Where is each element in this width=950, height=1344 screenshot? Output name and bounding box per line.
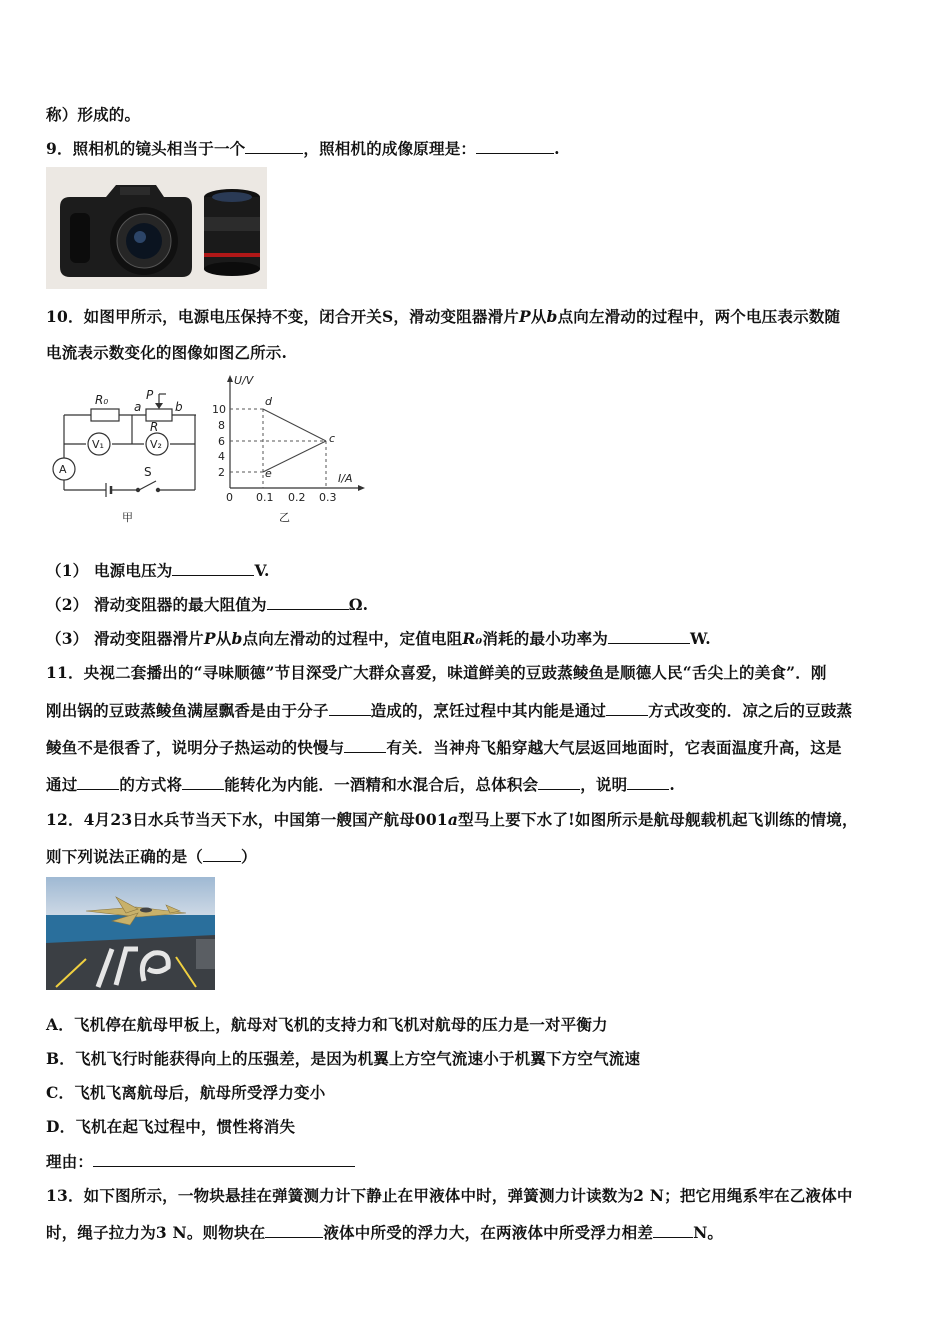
answer-blank[interactable] xyxy=(265,1223,323,1238)
q10-3-text: 消耗的最小功率为 xyxy=(482,629,608,648)
x-tick: 0 xyxy=(226,491,233,504)
question-10-line2 xyxy=(46,341,287,363)
q9-text: ，照相机的成像原理是： xyxy=(303,139,477,158)
answer-blank[interactable] xyxy=(267,595,349,610)
var-b: b xyxy=(231,629,243,648)
answer-blank[interactable] xyxy=(627,775,669,790)
answer-blank[interactable] xyxy=(538,775,580,790)
option-A-text: A．飞机停在航母甲板上，航母对飞机的支持力和飞机对航母的压力是一对平衡力 xyxy=(46,1015,608,1034)
q11-text: 刚出锅的豆豉蒸鲮鱼满屋飘香是由于分子 xyxy=(46,701,329,720)
carrier-jet-image xyxy=(46,877,215,990)
question-10-3 xyxy=(46,627,711,649)
q11-text: 通过 xyxy=(46,775,78,794)
q12-text: 则下列说法正确的是（ xyxy=(46,847,204,866)
q13-text: 13．如下图所示，一物块悬挂在弹簧测力计下静止在甲液体中时，弹簧测力计读数为2 N；把它用绳系牢在乙液体中 xyxy=(46,1186,853,1205)
q11-text: ，说明 xyxy=(580,775,628,794)
point-c-label: c xyxy=(329,432,336,445)
q10-3-text: 点向左滑动的过程中，定值电阻 xyxy=(242,629,463,648)
label-b: b xyxy=(175,400,183,414)
answer-blank[interactable] xyxy=(476,139,554,154)
q11-text: . xyxy=(669,775,675,794)
question-11-line2 xyxy=(46,699,852,721)
q11-text: 方式改变的．凉之后的豆豉蒸 xyxy=(648,701,853,720)
label-V1: V₁ xyxy=(92,438,104,451)
q9-text: . xyxy=(554,139,560,158)
q10-text: 从 xyxy=(530,307,547,326)
option-C[interactable] xyxy=(46,1081,325,1103)
y-tick: 10 xyxy=(212,403,226,416)
resistor-R0 xyxy=(91,409,119,421)
q11-text: 鲮鱼不是很香了，说明分子热运动的快慢与 xyxy=(46,738,345,757)
q11-text: 有关．当神舟飞船穿越大气层返回地面时，它表面温度升高，这是 xyxy=(386,738,842,757)
question-10-1 xyxy=(46,559,270,581)
uv-graph xyxy=(206,374,366,526)
var-P: P xyxy=(203,629,216,648)
q10-text: 点向左滑动的过程中，两个电压表示数随 xyxy=(557,307,841,326)
q13-text: 液体中所受的浮力大，在两液体中所受浮力相差 xyxy=(323,1223,654,1242)
reason-line xyxy=(46,1150,355,1172)
question-11 xyxy=(46,661,827,683)
answer-blank[interactable] xyxy=(182,775,224,790)
question-13 xyxy=(46,1184,853,1206)
q10-3-text: （3） 滑动变阻器滑片 xyxy=(46,629,204,648)
q11-text: 11．央视二套播出的“寻味顺德”节目深受广大群众喜爱，味道鲜美的豆豉蒸鲮鱼是顺德人民“舌尖上的美食”．刚 xyxy=(46,663,827,682)
q12-text: 12．4月23日水兵节当天下水，中国第一艘国产航母001 xyxy=(46,810,448,829)
label-P: P xyxy=(146,388,154,402)
label-a: a xyxy=(134,400,142,414)
question-12-line2 xyxy=(46,845,257,867)
answer-blank[interactable] xyxy=(172,561,254,576)
answer-blank[interactable] xyxy=(653,1223,693,1238)
answer-blank[interactable] xyxy=(329,701,371,716)
label-V2: V₂ xyxy=(150,438,162,451)
x-axis-label: I/A xyxy=(338,472,353,485)
y-tick: 2 xyxy=(218,466,225,479)
question-13-line2 xyxy=(46,1221,723,1243)
var-a: a xyxy=(447,810,459,829)
option-B[interactable] xyxy=(46,1047,640,1069)
option-D[interactable] xyxy=(46,1115,295,1137)
reason-blank[interactable] xyxy=(93,1152,355,1167)
q10-text: 10．如图甲所示，电源电压保持不变，闭合开关S，滑动变阻器滑片 xyxy=(46,307,519,326)
q9-text: 9．照相机的镜头相当于一个 xyxy=(46,139,246,158)
q12-text: ） xyxy=(241,847,257,866)
label-A: A xyxy=(59,463,67,476)
label-R: R xyxy=(150,420,159,434)
option-B-text: B．飞机飞行时能获得向上的压强差，是因为机翼上方空气流速小于机翼下方空气流速 xyxy=(46,1049,641,1068)
answer-blank[interactable] xyxy=(245,139,303,154)
y-tick: 6 xyxy=(218,435,225,448)
question-9 xyxy=(46,137,560,159)
option-D-text: D．飞机在起飞过程中，惯性将消失 xyxy=(46,1117,296,1136)
var-P: P xyxy=(518,307,531,326)
q13-text: N。 xyxy=(693,1223,724,1242)
answer-blank[interactable] xyxy=(608,629,690,644)
q13-text: 时，绳子拉力为3 N。则物块在 xyxy=(46,1223,266,1242)
caption-jia: 甲 xyxy=(122,511,133,524)
q10-2-text: Ω. xyxy=(348,595,369,614)
text-line xyxy=(46,103,140,125)
q11-text: 的方式将 xyxy=(119,775,183,794)
y-axis-label: U/V xyxy=(234,374,254,387)
label-R0: R₀ xyxy=(95,393,109,407)
y-tick: 8 xyxy=(218,419,225,432)
x-tick: 0.1 xyxy=(256,491,274,504)
question-10-2 xyxy=(46,593,368,615)
question-11-line4 xyxy=(46,773,675,795)
text: 称）形成的。 xyxy=(46,105,141,124)
question-12 xyxy=(46,808,858,830)
q10-1-text: V. xyxy=(254,561,270,580)
answer-blank[interactable] xyxy=(344,738,386,753)
q10-1-text: （1） 电源电压为 xyxy=(46,561,173,580)
point-d-label: d xyxy=(265,395,272,408)
y-tick: 4 xyxy=(218,450,225,463)
q10-text: 电流表示数变化的图像如图乙所示. xyxy=(46,343,288,362)
question-10 xyxy=(46,305,840,327)
reason-label: 理由： xyxy=(46,1152,94,1171)
x-tick: 0.3 xyxy=(319,491,337,504)
label-S: S xyxy=(144,465,152,479)
q10-3-text: 从 xyxy=(215,629,232,648)
question-11-line3 xyxy=(46,736,842,758)
q10-3-text: W. xyxy=(690,629,711,648)
var-b: b xyxy=(546,307,558,326)
q11-text: 造成的，烹饪过程中其内能是通过 xyxy=(370,701,607,720)
q12-text: 型马上要下水了!如图所示是航母舰载机起飞训练的情境， xyxy=(458,810,858,829)
camera-image xyxy=(46,167,267,289)
q10-2-text: （2） 滑动变阻器的最大阻值为 xyxy=(46,595,267,614)
x-tick: 0.2 xyxy=(288,491,306,504)
option-A[interactable] xyxy=(46,1013,608,1035)
q11-text: 能转化为内能．一酒精和水混合后，总体积会 xyxy=(224,775,539,794)
var-R0: R₀ xyxy=(462,629,483,648)
point-e-label: e xyxy=(265,467,272,480)
answer-blank[interactable] xyxy=(77,775,119,790)
option-C-text: C．飞机飞离航母后，航母所受浮力变小 xyxy=(46,1083,326,1102)
circuit-diagram xyxy=(46,384,196,526)
answer-blank[interactable] xyxy=(203,847,241,862)
caption-yi: 乙 xyxy=(279,511,290,524)
answer-blank[interactable] xyxy=(606,701,648,716)
